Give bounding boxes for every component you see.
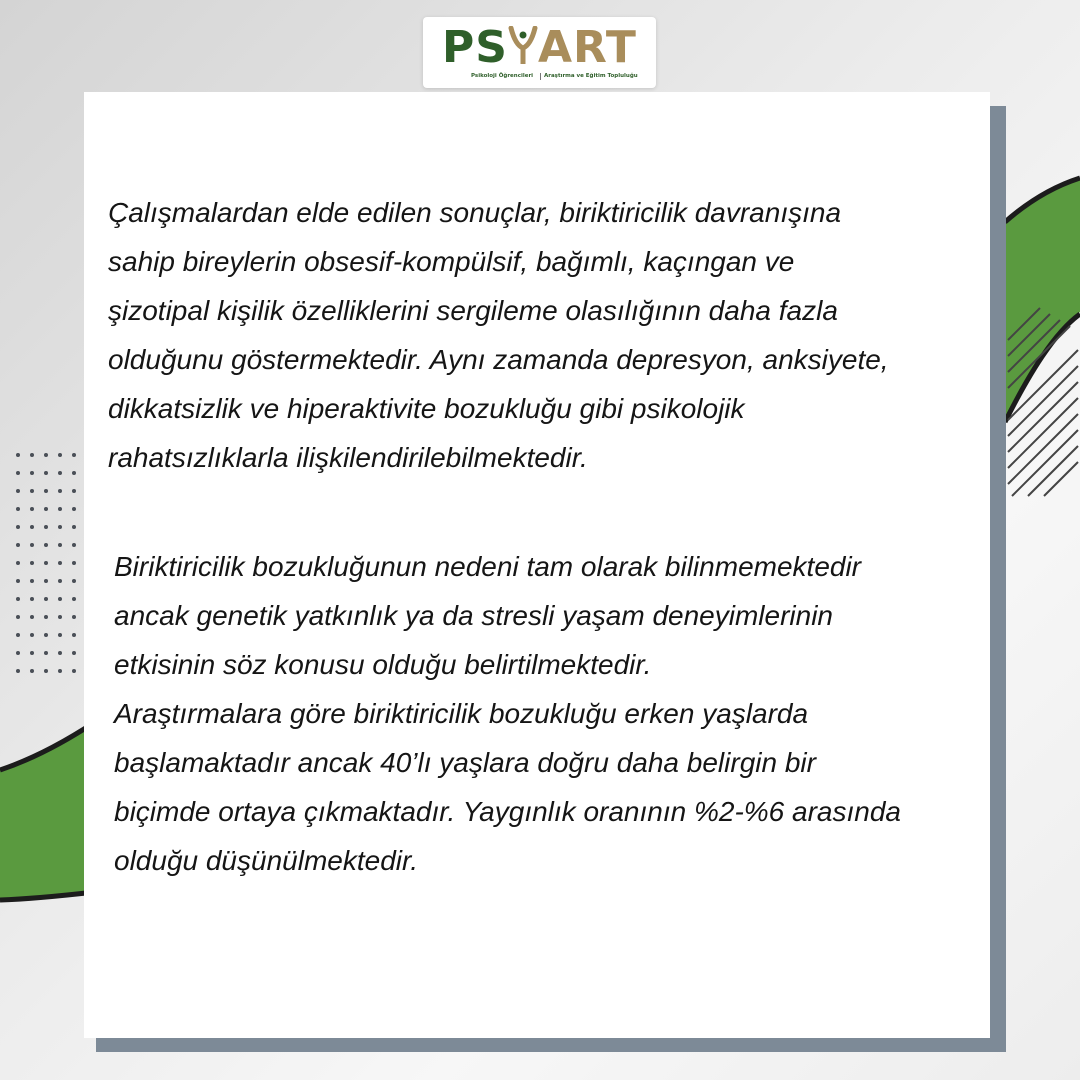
- paragraph-1: [108, 188, 978, 482]
- paragraph-2-line: Biriktiricilik bozukluğunun nedeni tam olarak bilinmemektedir: [114, 551, 862, 582]
- paragraph-2: [114, 542, 984, 885]
- paragraph-2-line: Araştırmalara göre biriktiricilik bozukluğu erken yaşlarda: [114, 698, 809, 729]
- logo-wordmark: [423, 23, 656, 73]
- content-card: [84, 92, 990, 1038]
- paragraph-2-line: ancak genetik yatkınlık ya da stresli yaşam deneyimlerinin: [114, 600, 834, 631]
- logo-figure-icon: [508, 26, 538, 66]
- paragraph-2-line: biçimde ortaya çıkmaktadır. Yaygınlık oranının %2-%6 arasında: [114, 796, 901, 827]
- paragraph-1-line: Çalışmalardan elde edilen sonuçlar, biriktiricilik davranışına: [108, 197, 842, 228]
- paragraph-1-line: olduğunu göstermektedir. Aynı zamanda depresyon, anksiyete,: [108, 344, 889, 375]
- logo-wordmark-right: ART: [537, 22, 637, 73]
- paragraph-1-line: şizotipal kişilik özelliklerini sergileme olasılığının daha fazla: [108, 295, 838, 326]
- logo-wordmark-left: PS: [442, 22, 508, 73]
- paragraph-2-line: başlamaktadır ancak 40’lı yaşlara doğru daha belirgin bir: [114, 747, 816, 778]
- paragraph-1-line: dikkatsizlik ve hiperaktivite bozukluğu gibi psikolojik: [108, 393, 745, 424]
- logo-tagline-right: Araştırma ve Eğitim Topluluğu: [540, 73, 638, 80]
- left-dot-grid: [16, 453, 76, 673]
- paragraph-2-line: olduğu düşünülmektedir.: [114, 845, 419, 876]
- logo: [423, 17, 656, 88]
- paragraph-1-line: rahatsızlıklarla ilişkilendirilebilmektedir.: [108, 442, 588, 473]
- paragraph-1-line: sahip bireylerin obsesif-kompülsif, bağımlı, kaçıngan ve: [108, 246, 795, 277]
- paragraph-2-line: etkisinin söz konusu olduğu belirtilmektedir.: [114, 649, 652, 680]
- logo-tagline-left: Psikoloji Öğrencileri: [471, 73, 534, 79]
